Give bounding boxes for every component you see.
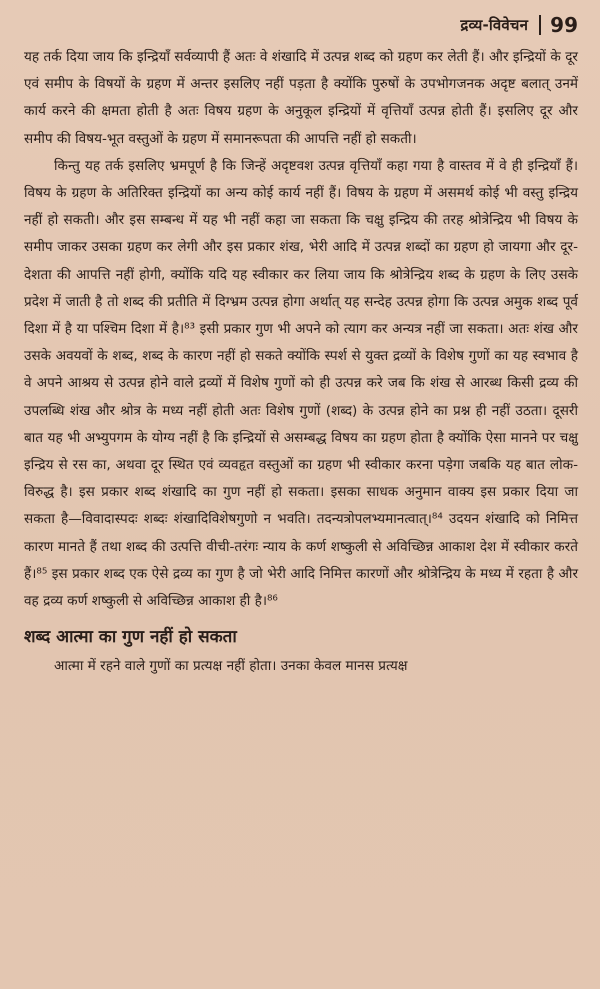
page-number: 99 (550, 13, 578, 37)
header-separator (539, 15, 541, 35)
body-text (24, 44, 578, 680)
running-title: द्रव्य-विवेचन (460, 16, 529, 34)
running-head (24, 0, 578, 44)
paragraph-continued: यह तर्क दिया जाय कि इन्द्रियाँ सर्वव्यापी हैं अतः वे शंखादि में उत्पन्न शब्द को ग्रहण कर लेती हैं। और इन्द्रियों के दूर एवं समीप के विषयों के ग्रहण में अन्तर इसलिए नहीं पड़ता है क्योंकि पुरुषों के उपभोगजनक अदृष्ट बलात् उनमें कार्य करने की क्षमता होती है अतः विषय ग्रहण के अनुकूल इन्द्रियों में वृत्तियाँ उत्पन्न होती हैं। इसलिए दूर और समीप की विषय-भूत वस्तुओं के ग्रहण में समानरूपता की आपत्ति नहीं हो सकती। (24, 49, 578, 147)
section-paragraph: आत्मा में रहने वाले गुणों का प्रत्यक्ष नहीं होता। उनका केवल मानस प्रत्यक्ष (54, 658, 408, 675)
paragraph-main: किन्तु यह तर्क इसलिए भ्रमपूर्ण है कि जिन्हें अदृष्टवश उत्पन्न वृत्तियाँ कहा गया है वास्तव में वे ही इन्द्रियाँ हैं। विषय के ग्रहण के अतिरिक्त इन्द्रियों का अन्य कोई कार्य नहीं हैं। विषय के ग्रहण में असमर्थ कोई भी वस्तु इन्द्रिय नहीं हो सकती। और इस सम्बन्ध में यह भी नहीं कहा जा सकता कि चक्षु इन्द्रिय की तरह श्रोत्रेन्द्रिय भी विषय के समीप जाकर उसका ग्रहण कर लेगी और इस प्रकार शंख, भेरी आदि में उत्पन्न शब्दों का ग्रहण हो जायगा और दूर-देशता की आपत्ति नहीं होगी, क्योंकि यदि यह स्वीकार कर लिया जाय कि श्रोत्रेन्द्रिय शब्द के ग्रहण के लिए उसके प्रदेश में जाती है तो शब्द की प्रतीति में दिग्भ्रम उत्पन्न होगा अर्थात् यह सन्देह उत्पन्न होगा कि उत्पन्न अमुक शब्द पूर्व दिशा में है या पश्चिम दिशा में है।⁸³ इसी प्रकार गुण भी अपने को त्याग कर अन्यत्र नहीं जा सकता। अतः शंख और उसके अवयवों के शब्द, शब्द के कारण नहीं हो सकते क्योंकि स्पर्श से युक्त द्रव्यों के विशेष गुणों का यह स्वभाव है वे अपने आश्रय से उत्पन्न होने वाले द्रव्यों में विशेष गुणों को ही उत्पन्न करे जब कि शंख से आरब्ध किसी द्रव्य की उपलब्धि शंख और श्रोत्र के मध्य नहीं होती अतः विशेष गुणों (शब्द) के उत्पन्न होने का प्रश्न ही नहीं उठता। दूसरी बात यह भी अभ्युपगम के योग्य नहीं है कि इन्द्रियों से असम्बद्ध विषय का ग्रहण होता है क्योंकि ऐसा मानने पर चक्षु इन्द्रिय से रस का, अथवा दूर स्थित एवं व्यवहृत वस्तुओं का ग्रहण भी स्वीकार करना पड़ेगा जबकि यह बात लोक-विरुद्ध है। इस प्रकार शब्द शंखादि का गुण नहीं हो सकता। इसका साधक अनुमान वाक्य इस प्रकार दिया जा सकता है—विवादास्पदः शब्दः शंखादिविशेषगुणो न भवति। तदन्यत्रोपलभ्यमानत्वात्।⁸⁴ उदयन शंखादि को निमित्त कारण मानते हैं तथा शब्द की उत्पत्ति वीची-तरंगः न्याय के कर्ण शष्कुली से अविच्छिन्न आकाश देश में स्वीकार करते हैं।⁸⁵ इस प्रकार शब्द एक ऐसे द्रव्य का गुण है जो भेरी आदि निमित्त कारणों और श्रोत्रेन्द्रिय के मध्य में रहता है और वह द्रव्य कर्ण शष्कुली से अविच्छिन्न आकाश ही है।⁸⁶ (24, 157, 578, 610)
section-heading: शब्द आत्मा का गुण नहीं हो सकता (24, 627, 237, 648)
